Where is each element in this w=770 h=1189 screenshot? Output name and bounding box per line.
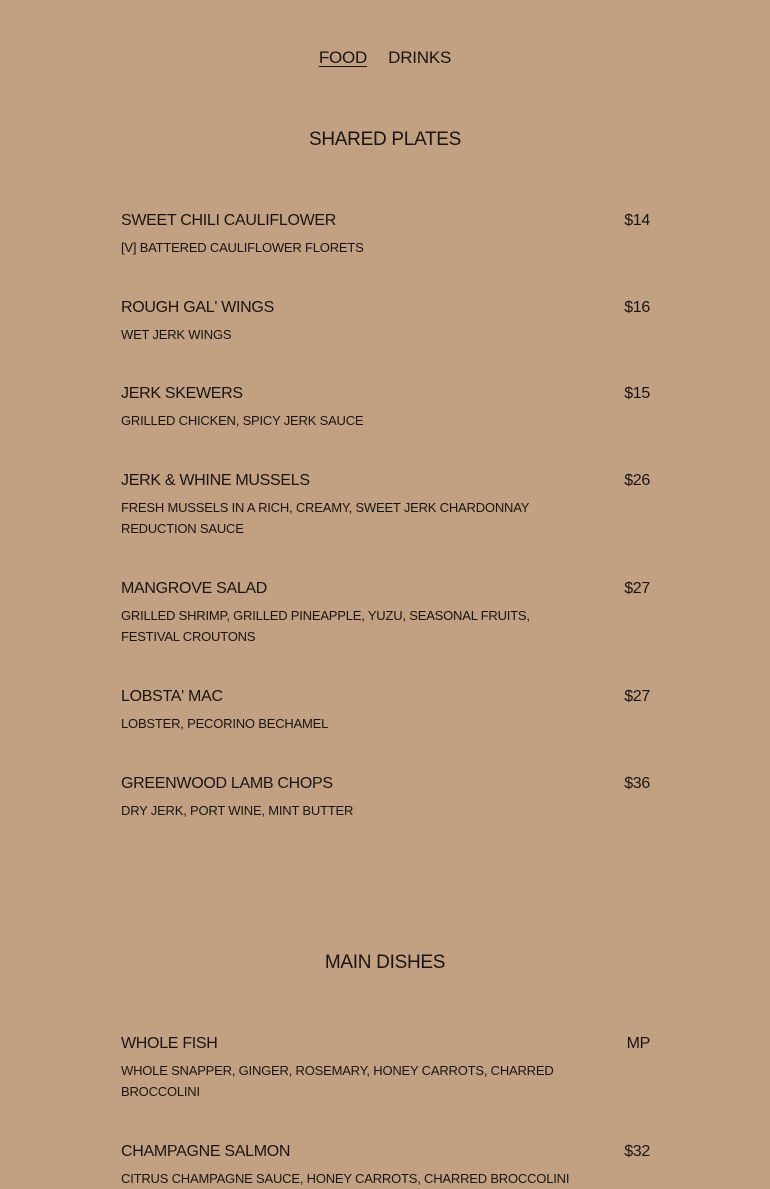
item-price: $36: [624, 775, 650, 792]
item-description: [V] BATTERED CAULIFLOWER FLORETS: [121, 240, 364, 255]
item-name: JERK & WHINE MUSSELS: [121, 472, 310, 489]
menu-item: [121, 471, 650, 539]
menu-item: [121, 1142, 650, 1189]
item-name: GREENWOOD LAMB CHOPS: [121, 775, 333, 792]
tab-drinks[interactable]: DRINKS: [388, 48, 452, 67]
item-name: CHAMPAGNE SALMON: [121, 1143, 291, 1160]
item-price: $27: [624, 688, 650, 705]
item-name: MANGROVE SALAD: [121, 580, 268, 597]
item-price: $15: [624, 385, 650, 402]
item-price: $27: [624, 580, 650, 597]
menu-item: [121, 298, 650, 345]
menu-item: [121, 211, 650, 258]
item-description: LOBSTER, PECORINO BECHAMEL: [121, 716, 329, 731]
item-name: ROUGH GAL' WINGS: [121, 299, 274, 316]
item-description: FRESH MUSSELS IN A RICH, CREAMY, SWEET JERK CHARDONNAY REDUCTION SAUCE: [121, 500, 529, 536]
item-description: DRY JERK, PORT WINE, MINT BUTTER: [121, 803, 354, 818]
section-title-shared-plates: SHARED PLATES: [308, 129, 461, 150]
item-description: GRILLED CHICKEN, SPICY JERK SAUCE: [121, 413, 364, 428]
menu-tabs: [0, 47, 770, 69]
item-description: CITRUS CHAMPAGNE SAUCE, HONEY CARROTS, CHARRED BROCCOLINI: [121, 1171, 570, 1186]
menu-item: [121, 384, 650, 431]
menu-item: [121, 687, 650, 734]
menu-item: [121, 774, 650, 821]
item-name: LOBSTA' MAC: [121, 688, 223, 705]
tab-food[interactable]: FOOD: [318, 48, 368, 67]
item-name: WHOLE FISH: [121, 1035, 218, 1052]
item-price: MP: [626, 1035, 650, 1052]
item-description: WET JERK WINGS: [121, 327, 232, 342]
item-price: $26: [624, 472, 650, 489]
item-price: $16: [624, 299, 650, 316]
menu-item: [121, 1034, 650, 1102]
item-name: SWEET CHILI CAULIFLOWER: [121, 212, 337, 229]
item-name: JERK SKEWERS: [121, 385, 243, 402]
item-description: WHOLE SNAPPER, GINGER, ROSEMARY, HONEY CARROTS, CHARRED BROCCOLINI: [121, 1063, 554, 1099]
section-title-main-dishes: MAIN DISHES: [324, 952, 446, 973]
menu-item: [121, 579, 650, 647]
item-price: $32: [624, 1143, 650, 1160]
item-price: $14: [624, 212, 650, 229]
item-description: GRILLED SHRIMP, GRILLED PINEAPPLE, YUZU, SEASONAL FRUITS, FESTIVAL CROUTONS: [121, 608, 530, 644]
